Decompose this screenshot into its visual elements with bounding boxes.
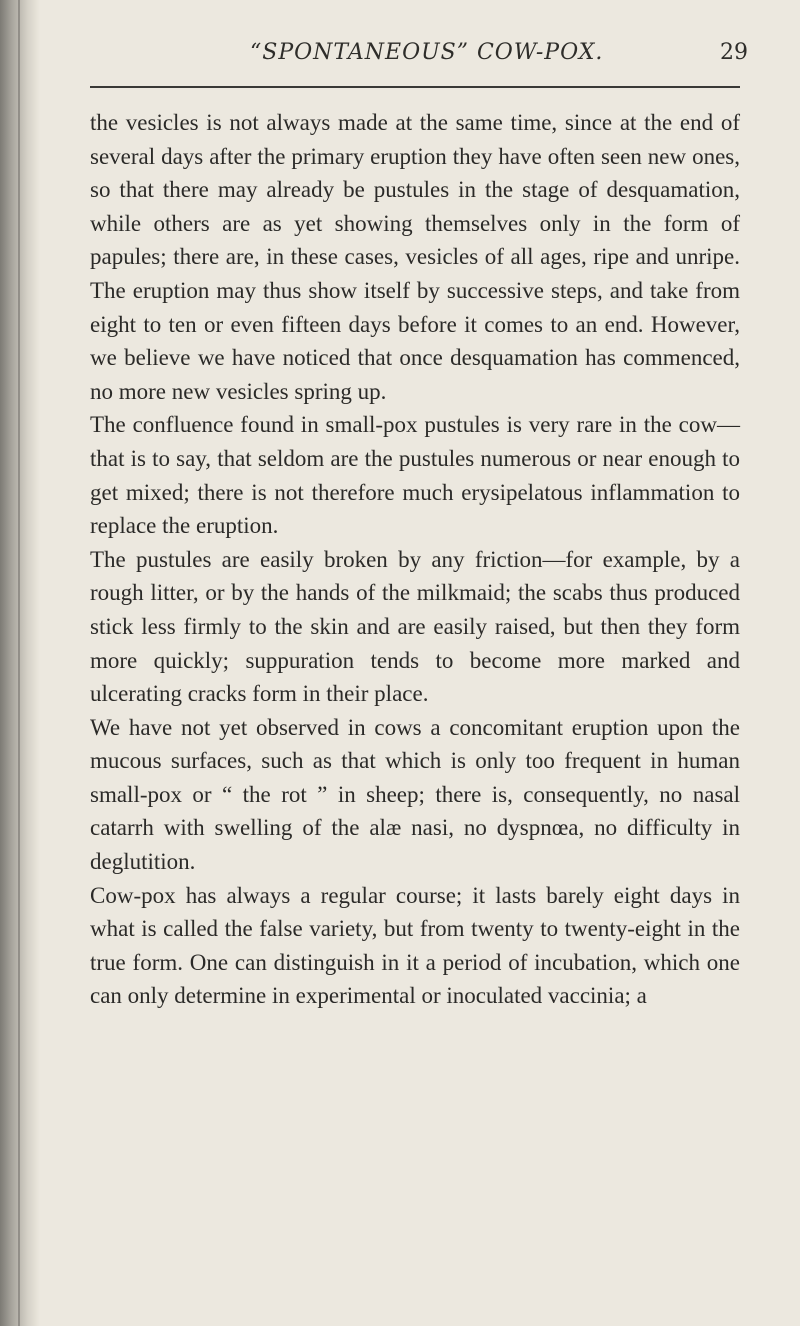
running-head-title: “SPONTANEOUS” COW-POX. xyxy=(250,40,604,65)
page-number: 29 xyxy=(720,40,748,65)
paragraph-mucous-eruption: We have not yet observed in cows a concomitant eruption upon the mucous surfaces, such as that which is only too frequent in human small-pox or “ the rot ” in sheep; there is, consequently, no nasal catarrh with swelling of the alæ nasi, no dyspnœa, no difficulty in deglutition. xyxy=(90,714,740,875)
paragraph-pustules-friction: The pustules are easily broken by any friction—for example, by a rough litter, or by the hands of the milkmaid; the scabs thus produced stick less firmly to the skin and are easily raised, but then they form more quickly; suppuration tends to become more marked and ulcerating cracks form in their place. xyxy=(90,546,740,707)
paragraph-regular-course: Cow-pox has always a regular course; it lasts barely eight days in what is called the false variety, but from twenty to twenty-eight in the true form. One can distinguish in it a period of incubation, which one can only determine in experimental or inoculated vaccinia; a xyxy=(90,882,740,1009)
header-rule xyxy=(90,86,740,88)
paragraph-confluence: The confluence found in small-pox pustules is very rare in the cow—that is to say, that seldom are the pustules numerous or near enough to get mixed; there is not therefore much erysipelatous inflammation to replace the eruption. xyxy=(90,412,740,539)
paragraph-vesicles-continuation: the vesicles is not always made at the same time, since at the end of several days after the primary eruption they have often seen new ones, so that there may already be pustules in the stage of desquamation, while others are as yet showing themselves only in the form of papules; there are, in these cases, vesicles of all ages, ripe and unripe. The eruption may thus show itself by successive steps, and take from eight to ten or even fifteen days before it comes to an end. However, we believe we have noticed that once desquamation has commenced, no more new vesicles spring up. xyxy=(90,110,740,404)
running-head xyxy=(0,40,800,80)
body-text xyxy=(90,106,740,1013)
